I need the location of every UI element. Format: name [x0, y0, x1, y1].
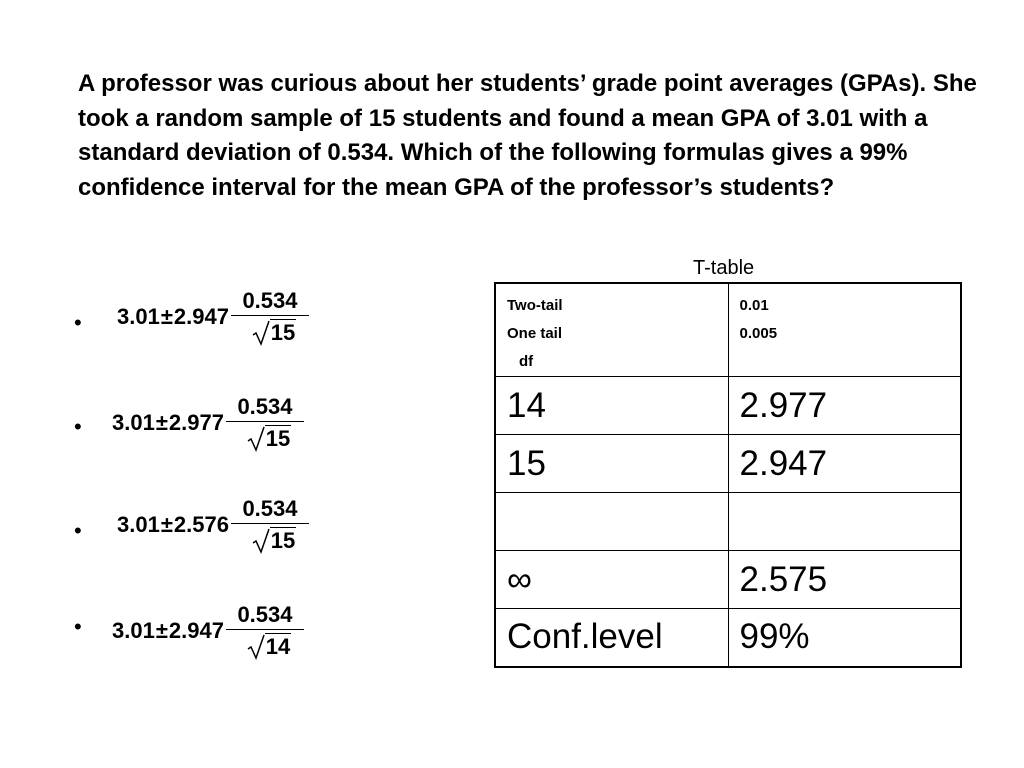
answer-option-2[interactable] — [0, 394, 480, 484]
numerator-sd: 0.534 — [242, 496, 298, 521]
bullet: • — [74, 310, 82, 335]
two-tail-value: 0.01 — [739, 297, 769, 314]
answer-options — [0, 0, 480, 768]
t-table-title: T-table — [693, 257, 755, 279]
df-cell — [495, 493, 728, 551]
t-value-cell: 99% — [728, 609, 961, 667]
df-cell: 15 — [495, 435, 728, 493]
denominator — [252, 316, 296, 345]
numerator-sd: 0.534 — [237, 602, 293, 627]
t-value-cell: 2.575 — [728, 551, 961, 609]
square-root-icon — [252, 528, 270, 554]
standard-error-fraction — [231, 288, 309, 346]
t-table — [494, 282, 962, 668]
plus-minus: ± — [160, 511, 173, 537]
ci-formula — [112, 602, 304, 660]
radicand: 15 — [270, 320, 296, 346]
table-row — [495, 609, 961, 667]
critical-value: 2.947 — [168, 617, 224, 643]
critical-value: 2.947 — [173, 303, 229, 329]
df-cell: 14 — [495, 377, 728, 435]
two-tail-label: Two-tail — [507, 297, 563, 314]
bullet: • — [74, 518, 82, 543]
bullet: • — [74, 614, 82, 639]
sample-mean: 3.01 — [112, 409, 155, 435]
square-root-icon — [252, 320, 270, 346]
table-row — [495, 551, 961, 609]
t-value-cell: 2.947 — [728, 435, 961, 493]
numerator-sd: 0.534 — [237, 394, 293, 419]
plus-minus: ± — [155, 617, 168, 643]
sample-mean: 3.01 — [117, 303, 160, 329]
bullet: • — [74, 414, 82, 439]
denominator — [247, 630, 291, 659]
square-root-icon — [247, 426, 265, 452]
one-tail-label: One tail — [507, 325, 563, 342]
ci-formula — [117, 288, 309, 346]
numerator-sd: 0.534 — [242, 288, 298, 313]
t-table-header-row — [495, 283, 961, 377]
critical-value: 2.576 — [173, 511, 229, 537]
df-cell: Conf.level — [495, 609, 728, 667]
standard-error-fraction — [231, 496, 309, 554]
ci-formula — [112, 394, 304, 452]
ci-formula — [117, 496, 309, 554]
df-cell: ∞ — [495, 551, 728, 609]
critical-value: 2.977 — [168, 409, 224, 435]
denominator — [247, 422, 291, 451]
question-text: A professor was curious about her students’ grade point averages (GPAs). She took a random sample of 15 students and found a mean GPA of 3.01 with a standard deviation of 0.534. Which of the following formulas gives a 99% confidence interval for the mean GPA of the professor’s students? — [78, 70, 977, 201]
one-tail-value: 0.005 — [739, 325, 778, 342]
table-row — [495, 493, 961, 551]
table-row — [495, 435, 961, 493]
square-root-icon — [247, 634, 265, 660]
sample-mean: 3.01 — [112, 617, 155, 643]
answer-option-4[interactable] — [0, 602, 480, 692]
t-value-cell — [728, 493, 961, 551]
standard-error-fraction — [226, 394, 304, 452]
radicand: 14 — [265, 634, 291, 660]
t-table-header-values — [728, 283, 961, 377]
denominator — [252, 524, 296, 553]
radicand: 15 — [270, 528, 296, 554]
plus-minus: ± — [160, 303, 173, 329]
t-table-header-labels — [495, 283, 728, 377]
t-value-cell: 2.977 — [728, 377, 961, 435]
standard-error-fraction — [226, 602, 304, 660]
answer-option-3[interactable] — [0, 496, 480, 586]
sample-mean: 3.01 — [117, 511, 160, 537]
table-row — [495, 377, 961, 435]
df-label: df — [519, 353, 534, 370]
plus-minus: ± — [155, 409, 168, 435]
answer-option-1[interactable] — [0, 288, 480, 378]
radicand: 15 — [265, 426, 291, 452]
